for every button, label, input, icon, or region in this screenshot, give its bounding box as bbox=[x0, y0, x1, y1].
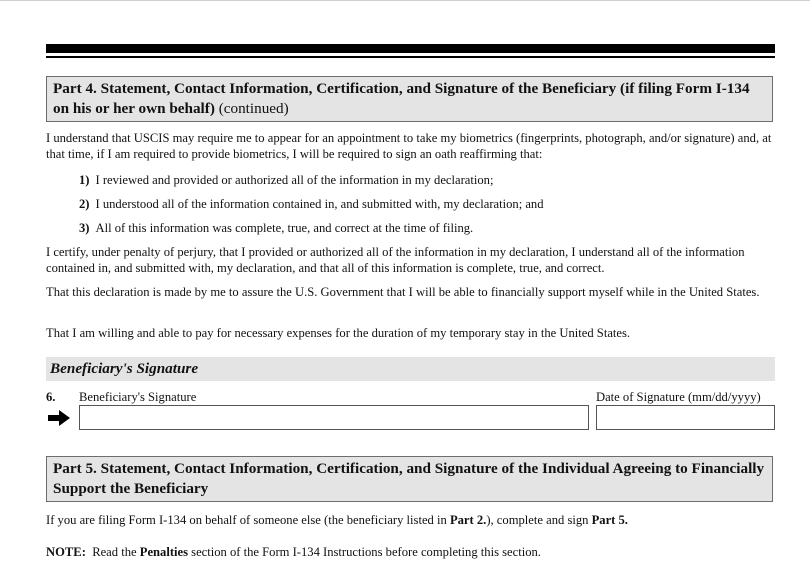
part2-reference: Part 2. bbox=[449, 513, 487, 527]
certify-statement: I certify, under penalty of perjury, that I provided or authorized all of the information in my declaration, I understand all of the information contained in, and submitted with, my declaration, and that all of this information is complete, true, and correct. bbox=[46, 245, 745, 275]
list-item bbox=[79, 220, 769, 236]
part4-title: Part 4. Statement, Contact Information, Certification, and Signature of the Beneficiary (if filing Form I-134 on his or her own behalf) bbox=[53, 80, 750, 117]
date-label: Date of Signature (mm/dd/yyyy) bbox=[596, 390, 761, 404]
part5-filing-instructions bbox=[46, 512, 776, 528]
part5-reference: Part 5. bbox=[591, 513, 628, 527]
note-text: Read the bbox=[85, 545, 140, 559]
list-item-text: I reviewed and provided or authorized all of the information in my declaration; bbox=[95, 173, 494, 187]
list-item bbox=[79, 172, 769, 188]
part4-continued: (continued) bbox=[214, 100, 289, 117]
part5-note bbox=[46, 544, 776, 560]
part5-heading bbox=[46, 456, 773, 502]
biometrics-intro: I understand that USCIS may require me to appear for an appointment to take my biometrics (fingerprints, photograph, and/or signature) and, at that time, if I am required to provide biometrics, I will be required to sign an oath reaffirming that: bbox=[46, 131, 772, 161]
penalties-reference: Penalties bbox=[139, 545, 189, 559]
note-label: NOTE: bbox=[46, 545, 86, 559]
list-item-text: I understood all of the information contained in, and submitted with, my declaration; and bbox=[95, 197, 544, 211]
list-item-number: 2) bbox=[79, 197, 90, 211]
list-item bbox=[79, 196, 769, 212]
filing-text: ), complete and sign bbox=[486, 513, 592, 527]
signature-label: Beneficiary's Signature bbox=[79, 390, 197, 404]
part4-heading bbox=[46, 76, 773, 122]
arrow-right-icon bbox=[48, 410, 70, 426]
part5-title: Part 5. Statement, Contact Information, Certification, and Signature of the Individual Agreeing to Financially Support the Beneficiary bbox=[53, 460, 765, 497]
list-item-number: 1) bbox=[79, 173, 90, 187]
item-number: 6. bbox=[46, 390, 56, 404]
filing-text: If you are filing Form I-134 on behalf of someone else (the beneficiary listed in bbox=[46, 513, 450, 527]
signature-date-field[interactable] bbox=[596, 405, 775, 430]
top-border bbox=[0, 0, 810, 1]
assure-statement: That this declaration is made by me to assure the U.S. Government that I will be able to financially support myself while in the United States. bbox=[46, 285, 760, 299]
header-thick-rule bbox=[46, 44, 775, 53]
header-thin-rule bbox=[46, 56, 775, 58]
list-item-number: 3) bbox=[79, 221, 90, 235]
list-item-text: All of this information was complete, true, and correct at the time of filing. bbox=[95, 221, 474, 235]
note-text: section of the Form I-134 Instructions before completing this section. bbox=[188, 545, 541, 559]
willing-statement: That I am willing and able to pay for necessary expenses for the duration of my temporary stay in the United States. bbox=[46, 326, 631, 340]
beneficiary-signature-field[interactable] bbox=[79, 405, 589, 430]
signature-section-header: Beneficiary's Signature bbox=[46, 357, 775, 381]
